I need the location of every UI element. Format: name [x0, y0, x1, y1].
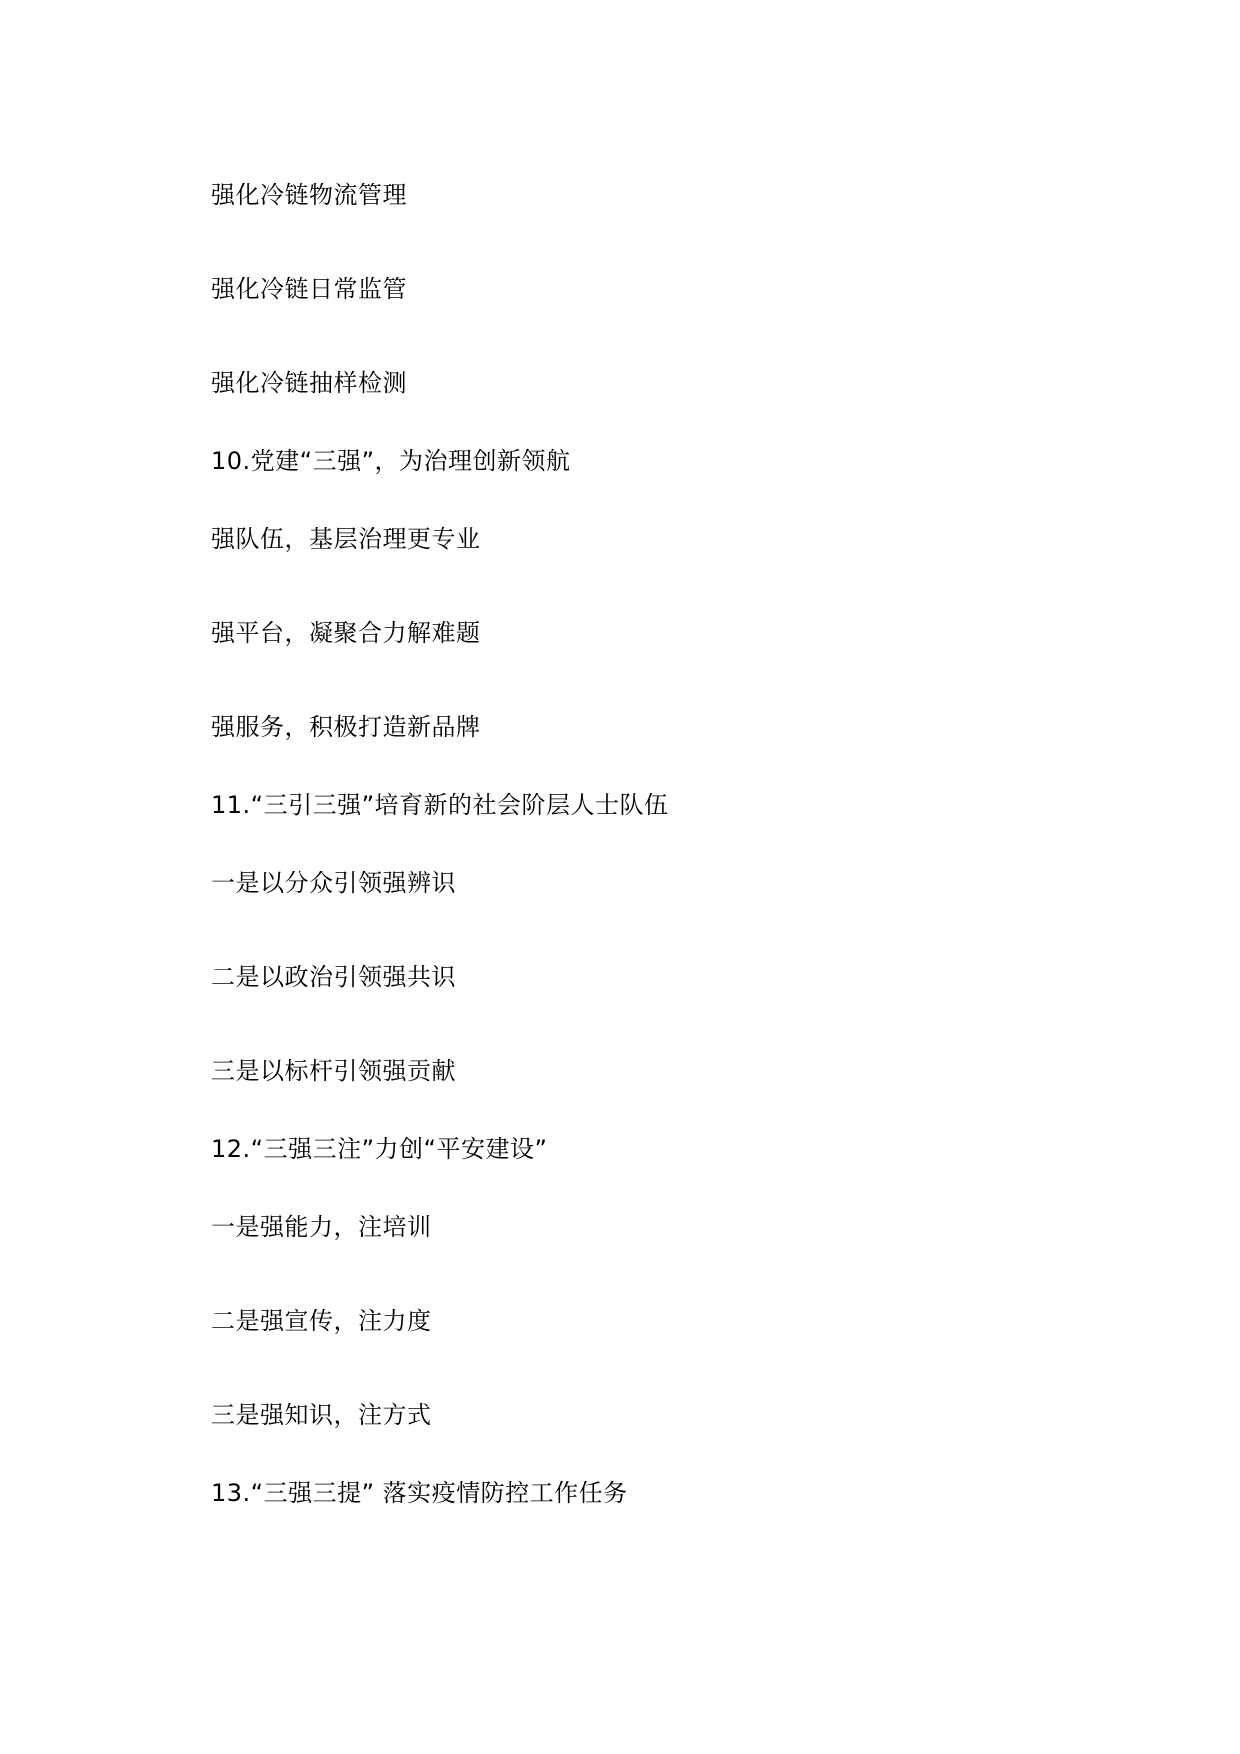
subitem-first-recognition: 一是以分众引领强辨识	[211, 869, 456, 897]
subitem-strong-service: 强服务，积极打造新品牌	[211, 713, 481, 741]
subitem-cold-chain-testing: 强化冷链抽样检测	[211, 369, 407, 397]
subitem-third-knowledge: 三是强知识，注方式	[211, 1401, 432, 1429]
subitem-cold-chain-logistics: 强化冷链物流管理	[211, 181, 407, 209]
subitem-strong-team: 强队伍，基层治理更专业	[211, 525, 481, 553]
subitem-third-contribution: 三是以标杆引领强贡献	[211, 1057, 456, 1085]
subitem-second-consensus: 二是以政治引领强共识	[211, 963, 456, 991]
subitem-first-ability: 一是强能力，注培训	[211, 1213, 432, 1241]
subitem-cold-chain-supervision: 强化冷链日常监管	[211, 275, 407, 303]
subitem-second-publicity: 二是强宣传，注力度	[211, 1307, 432, 1335]
heading-item-11: 11.“三引三强”培育新的社会阶层人士队伍	[211, 791, 669, 819]
heading-item-10: 10.党建“三强”，为治理创新领航	[211, 447, 571, 475]
subitem-strong-platform: 强平台，凝聚合力解难题	[211, 619, 481, 647]
heading-item-13: 13.“三强三提” 落实疫情防控工作任务	[211, 1479, 628, 1507]
heading-item-12: 12.“三强三注”力创“平安建设”	[211, 1135, 548, 1163]
